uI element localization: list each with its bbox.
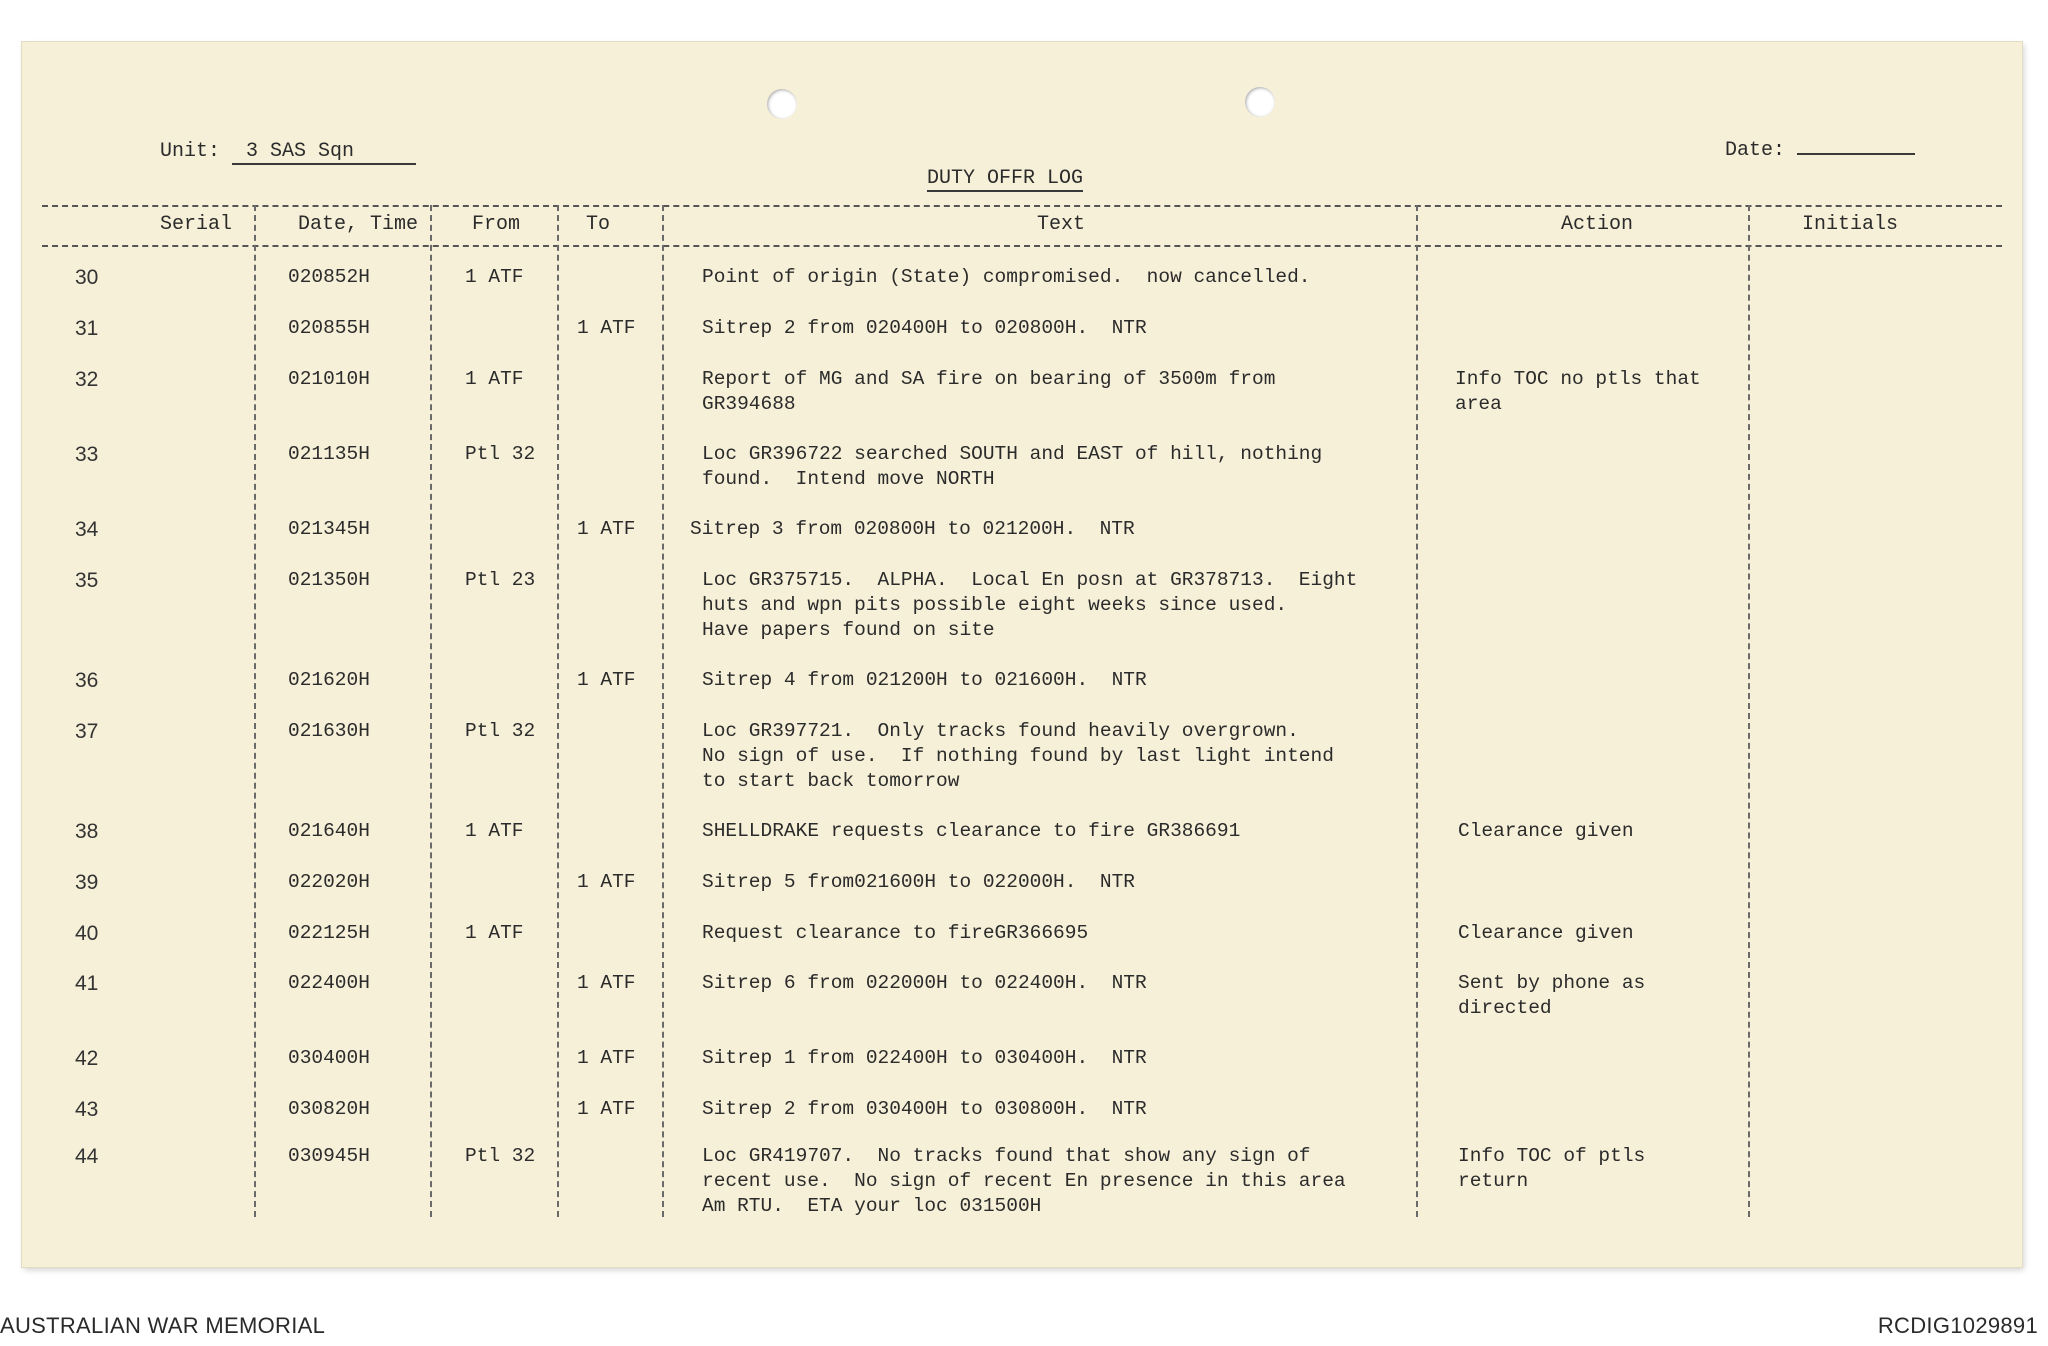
serial-cell: 44 <box>75 1145 99 1168</box>
source-credit: AUSTRALIAN WAR MEMORIAL <box>0 1313 326 1338</box>
datetime-cell: 030400H <box>288 1047 370 1069</box>
serial-cell: 30 <box>75 266 99 289</box>
from-cell: 1 ATF <box>465 820 524 842</box>
to-cell: 1 ATF <box>577 972 636 994</box>
from-cell: 1 ATF <box>465 922 524 944</box>
serial-cell: 37 <box>75 720 99 743</box>
to-cell: 1 ATF <box>577 518 636 540</box>
to-cell: 1 ATF <box>577 669 636 691</box>
to-cell: 1 ATF <box>577 317 636 339</box>
datetime-cell: 021620H <box>288 669 370 691</box>
serial-cell: 38 <box>75 820 99 843</box>
date-value <box>1797 153 1915 155</box>
text-cell: Point of origin (State) compromised. now cancelled. <box>702 266 1311 288</box>
serial-cell: 35 <box>75 569 99 592</box>
from-cell: 1 ATF <box>465 368 524 390</box>
column-header-action: Action <box>1561 213 1634 236</box>
text-cell: Request clearance to fireGR366695 <box>702 922 1089 944</box>
from-cell: Ptl 32 <box>465 1145 536 1167</box>
column-header-serial: Serial <box>160 213 233 236</box>
text-cell: Loc GR419707. No tracks found that show any sign of recent use. No sign of recent En presence in this area Am RTU. ETA your loc 031500H <box>702 1145 1346 1217</box>
date-field <box>1725 139 1915 162</box>
column-header-initials: Initials <box>1802 213 1899 236</box>
serial-cell: 42 <box>75 1047 99 1070</box>
datetime-cell: 020852H <box>288 266 370 288</box>
action-cell: Info TOC no ptls that area <box>1455 368 1701 415</box>
serial-cell: 40 <box>75 922 99 945</box>
datetime-cell: 021640H <box>288 820 370 842</box>
action-cell: Info TOC of ptls return <box>1458 1145 1646 1192</box>
unit-value: 3 SAS Sqn <box>232 140 416 165</box>
unit-label: Unit: <box>160 140 221 163</box>
datetime-cell: 022020H <box>288 871 370 893</box>
punch-hole-right <box>1245 87 1275 117</box>
text-cell: Loc GR397721. Only tracks found heavily overgrown. No sign of use. If nothing found by last light intend to start back tomorrow <box>702 720 1334 792</box>
column-divider <box>1748 205 1750 1217</box>
column-divider <box>1416 205 1418 1217</box>
serial-cell: 41 <box>75 972 99 995</box>
column-divider <box>662 205 664 1217</box>
column-header-from: From <box>472 213 521 236</box>
to-cell: 1 ATF <box>577 1098 636 1120</box>
column-header-to: To <box>586 213 611 236</box>
datetime-cell: 021350H <box>288 569 370 591</box>
punch-hole-left <box>767 89 797 119</box>
from-cell: Ptl 32 <box>465 443 536 465</box>
column-divider <box>557 205 559 1217</box>
datetime-cell: 030945H <box>288 1145 370 1167</box>
from-cell: Ptl 32 <box>465 720 536 742</box>
datetime-cell: 021630H <box>288 720 370 742</box>
serial-cell: 43 <box>75 1098 99 1121</box>
to-cell: 1 ATF <box>577 871 636 893</box>
from-cell: 1 ATF <box>465 266 524 288</box>
document-sheet <box>22 42 2022 1267</box>
text-cell: Report of MG and SA fire on bearing of 3500m from GR394688 <box>702 368 1276 415</box>
datetime-cell: 020855H <box>288 317 370 339</box>
text-cell: Sitrep 2 from 020400H to 020800H. NTR <box>702 317 1147 339</box>
text-cell: Sitrep 1 from 022400H to 030400H. NTR <box>702 1047 1147 1069</box>
header-rule-bottom <box>42 245 2002 247</box>
column-divider <box>254 205 256 1217</box>
text-cell: Sitrep 4 from 021200H to 021600H. NTR <box>702 669 1147 691</box>
serial-cell: 34 <box>75 518 99 541</box>
from-cell: Ptl 23 <box>465 569 536 591</box>
action-cell: Sent by phone as directed <box>1458 972 1646 1019</box>
date-label: Date: <box>1725 139 1786 162</box>
to-cell: 1 ATF <box>577 1047 636 1069</box>
header-rule-top <box>42 205 2002 207</box>
serial-cell: 32 <box>75 368 99 391</box>
serial-cell: 31 <box>75 317 99 340</box>
serial-cell: 39 <box>75 871 99 894</box>
text-cell: Sitrep 2 from 030400H to 030800H. NTR <box>702 1098 1147 1120</box>
datetime-cell: 021345H <box>288 518 370 540</box>
image-id: RCDIG1029891 <box>1877 1313 2038 1338</box>
serial-cell: 36 <box>75 669 99 692</box>
column-divider <box>430 205 432 1217</box>
text-cell: Sitrep 3 from 020800H to 021200H. NTR <box>690 518 1135 540</box>
datetime-cell: 022400H <box>288 972 370 994</box>
text-cell: Loc GR375715. ALPHA. Local En posn at GR378713. Eight huts and wpn pits possible eight weeks since used. Have papers found on site <box>702 569 1358 641</box>
datetime-cell: 021135H <box>288 443 370 465</box>
action-cell: Clearance given <box>1458 820 1634 842</box>
page-title: DUTY OFFR LOG <box>927 167 1084 190</box>
text-cell: Sitrep 6 from 022000H to 022400H. NTR <box>702 972 1147 994</box>
text-cell: SHELLDRAKE requests clearance to fire GR386691 <box>702 820 1241 842</box>
column-header-text: Text <box>1037 213 1086 236</box>
text-cell: Sitrep 5 from021600H to 022000H. NTR <box>702 871 1135 893</box>
datetime-cell: 022125H <box>288 922 370 944</box>
text-cell: Loc GR396722 searched SOUTH and EAST of hill, nothing found. Intend move NORTH <box>702 443 1323 490</box>
serial-cell: 33 <box>75 443 99 466</box>
datetime-cell: 021010H <box>288 368 370 390</box>
column-header-datetime: Date, Time <box>298 213 419 236</box>
action-cell: Clearance given <box>1458 922 1634 944</box>
datetime-cell: 030820H <box>288 1098 370 1120</box>
unit-field <box>160 140 416 165</box>
